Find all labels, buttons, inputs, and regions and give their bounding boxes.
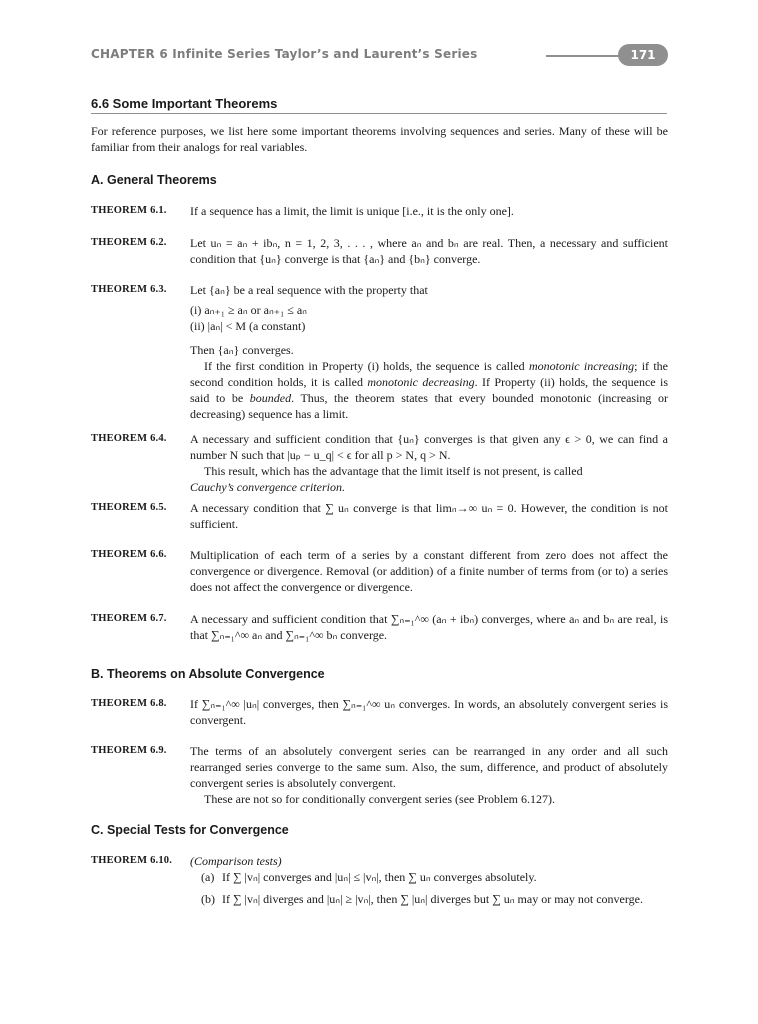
theorem-label: THEOREM 6.7. [91, 613, 167, 624]
page-number: 171 [618, 44, 668, 66]
theorem-6-5 [91, 500, 668, 532]
item-text: If ∑ |vₙ| converges and |uₙ| ≤ |vₙ|, then ∑ uₙ converges absolutely. [222, 870, 537, 884]
header-rule [546, 55, 626, 57]
theorem-remark-italic [190, 479, 668, 495]
theorem-body: A necessary condition that ∑ uₙ converge is that limₙ→∞ uₙ = 0. However, the condition is not sufficient. [190, 501, 668, 531]
theorem-body [190, 431, 668, 495]
theorem-6-9 [91, 743, 668, 807]
theorem-remark: This result, which has the advantage that the limit itself is not present, is called [204, 464, 583, 478]
theorem-6-7 [91, 611, 668, 643]
remark-text: . Thus, the theorem states that every bounded monotonic (increasing or decreasing) sequence has a limit. [190, 391, 668, 421]
intro-paragraph: For reference purposes, we list here some important theorems involving sequences and series. Many of these will be familiar from their analogs for real variables. [91, 124, 668, 154]
remark-text: . If Property (ii) holds, the sequence is said to be [190, 375, 668, 405]
theorem-body [190, 282, 668, 422]
theorem-body [190, 743, 668, 807]
subsection-heading-general: A. General Theorems [91, 173, 217, 187]
theorem-6-3 [91, 282, 668, 422]
theorem-statement: A necessary and sufficient condition that {uₙ} converges is that given any ϵ > 0, we can find a number N such that |uₚ − u_q| < ϵ for all p > N, q > N. [190, 432, 668, 462]
item-tag: (b) [201, 892, 215, 906]
property-i: (i) aₙ₊₁ ≥ aₙ or aₙ₊₁ ≤ aₙ [190, 303, 307, 317]
theorem-remark: These are not so for conditionally convergent series (see Problem 6.127). [204, 792, 556, 806]
theorem-label: THEOREM 6.4. [91, 433, 167, 444]
theorem-label: THEOREM 6.8. [91, 698, 167, 709]
theorem-label: THEOREM 6.1. [91, 205, 167, 216]
theorem-body [190, 853, 668, 869]
theorem-label: THEOREM 6.3. [91, 284, 167, 295]
remark-text: ; if the second condition holds, it is called [190, 359, 668, 389]
chapter-title: CHAPTER 6 Infinite Series Taylor’s and Laurent’s Series [91, 47, 478, 61]
term-bounded: bounded [249, 391, 292, 405]
theorem-6-2 [91, 235, 668, 267]
test-item-a [201, 869, 668, 885]
test-item-b [201, 891, 668, 907]
property-ii: (ii) |aₙ| < M (a constant) [190, 319, 306, 333]
remark-text: If the first condition in Property (i) holds, the sequence is called [204, 359, 529, 373]
subsection-heading-tests: C. Special Tests for Convergence [91, 823, 289, 837]
subsection-heading-absolute: B. Theorems on Absolute Convergence [91, 667, 325, 681]
theorem-6-4 [91, 431, 668, 495]
theorem-label: THEOREM 6.2. [91, 237, 167, 248]
theorem-6-6 [91, 547, 668, 595]
theorem-lead: Let {aₙ} be a real sequence with the property that [190, 283, 428, 297]
term-monotonic-increasing: monotonic increasing [528, 359, 635, 373]
term-cauchy-criterion: Cauchy’s convergence criterion. [190, 480, 345, 494]
theorem-conclusion: Then {aₙ} converges. [190, 343, 294, 357]
item-tag: (a) [201, 870, 215, 884]
property-list [190, 302, 668, 334]
theorem-remark [190, 358, 668, 422]
theorem-label: THEOREM 6.5. [91, 502, 167, 513]
comparison-tests-title: (Comparison tests) [190, 854, 282, 868]
term-monotonic-decreasing: monotonic decreasing [367, 375, 475, 389]
section-title: 6.6 Some Important Theorems [91, 96, 667, 114]
theorem-body: Multiplication of each term of a series by a constant different from zero does not affect the convergence or divergence. Removal (or addition) of a finite number of terms from (or to) a series does not affect the convergence or divergence. [190, 548, 668, 594]
item-text: If ∑ |vₙ| diverges and |uₙ| ≥ |vₙ|, then ∑ |uₙ| diverges but ∑ uₙ may or may not converge. [222, 892, 643, 906]
theorem-body: If ∑ₙ₌₁^∞ |uₙ| converges, then ∑ₙ₌₁^∞ uₙ converges. In words, an absolutely convergent series is convergent. [190, 697, 668, 727]
theorem-statement: The terms of an absolutely convergent series can be rearranged in any order and all such rearranged series converge to the same sum. Also, the sum, difference, and product of absolutely convergent series is absolutely convergent. [190, 744, 668, 790]
theorem-label: THEOREM 6.9. [91, 745, 167, 756]
theorem-6-10 [91, 853, 668, 913]
running-header [91, 44, 667, 68]
theorem-6-1 [91, 203, 668, 219]
theorem-body: If a sequence has a limit, the limit is unique [i.e., it is the only one]. [190, 204, 514, 218]
theorem-label: THEOREM 6.6. [91, 549, 167, 560]
comparison-tests-list [201, 869, 668, 907]
theorem-body: Let uₙ = aₙ + ibₙ, n = 1, 2, 3, . . . , where aₙ and bₙ are real. Then, a necessary and sufficient condition that {uₙ} converge is that {aₙ} and {bₙ} converge. [190, 236, 668, 266]
theorem-label: THEOREM 6.10. [91, 855, 173, 866]
theorem-6-8 [91, 696, 668, 728]
theorem-body: A necessary and sufficient condition that ∑ₙ₌₁^∞ (aₙ + ibₙ) converges, where aₙ and bₙ are real, is that ∑ₙ₌₁^∞ aₙ and ∑ₙ₌₁^∞ bₙ converge. [190, 612, 668, 642]
theorem-title [190, 853, 668, 869]
